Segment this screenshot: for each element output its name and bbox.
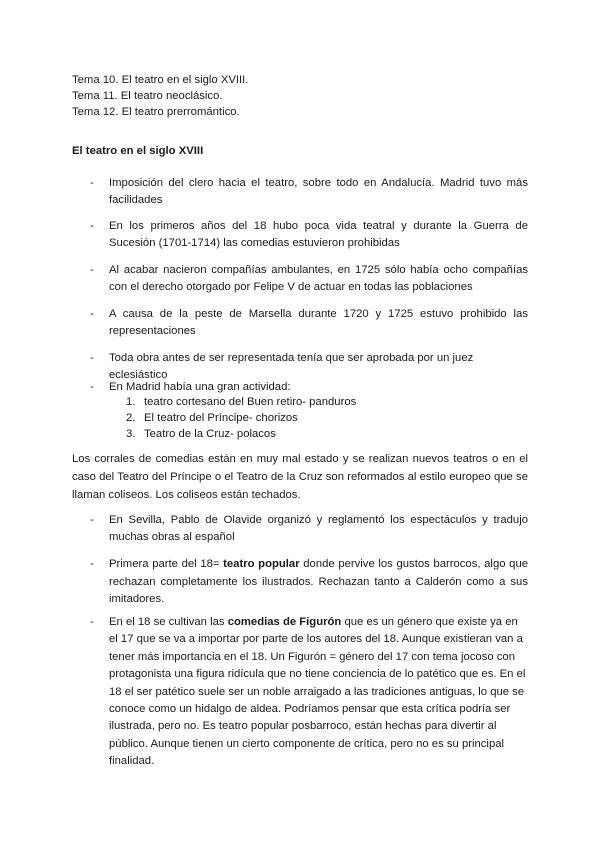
numbered-item: 2. El teatro del Príncipe- chorizos xyxy=(126,412,298,424)
topic-item: Tema 11. El teatro neoclásico. xyxy=(72,90,223,102)
bullet-text: Imposición del clero hacia el teatro, sobre todo en Andalucía. Madrid tuvo más facilidades xyxy=(109,177,528,206)
bullet-dash: - xyxy=(90,264,94,276)
bullet-text: En Sevilla, Pablo de Olavide organizó y reglamentó los espectáculos y tradujo muchas obras al español xyxy=(109,514,528,543)
bullet-dash: - xyxy=(90,220,94,232)
bullet-dash: - xyxy=(90,352,94,364)
topic-list xyxy=(72,72,248,120)
bullet-text: En los primeros años del 18 hubo poca vida teatral y durante la Guerra de Sucesión (1701-1714) las comedias estuvieron prohibidas xyxy=(109,220,528,249)
numbered-item: 3. Teatro de la Cruz- polacos xyxy=(126,428,276,440)
bullet-text: Primera parte del 18= teatro popular donde pervive los gustos barrocos, algo que rechazan completamente los ilustrados. Rechazan tanto a Calderón como a sus imitadores. xyxy=(109,558,529,605)
bullet-text: Toda obra antes de ser representada tenía que ser aprobada por un juez eclesiástico xyxy=(109,352,474,381)
bullet-dash: - xyxy=(90,616,94,628)
bullet-dash: - xyxy=(90,514,94,526)
bold-term: teatro popular xyxy=(223,558,300,570)
bullet-text: Al acabar nacieron compañías ambulantes, en 1725 sólo había ocho compañías con el derecho otorgado por Felipe V de actuar en todas las poblaciones xyxy=(109,264,528,293)
bullet-dash: - xyxy=(90,308,94,320)
madrid-theatre-list xyxy=(126,394,356,442)
topic-item: Tema 12. El teatro prerromántico. xyxy=(72,106,240,118)
bullet-dash: - xyxy=(90,381,94,393)
bullet-text: En Madrid había una gran actividad: xyxy=(109,381,291,393)
bullet-text: En el 18 se cultivan las comedias de Figurón que es un género que existe ya en el 17 que se va a importar por parte de los autores del 18. Aunque existieran van a tener más importancia en el 18. Un Figurón = género del 17 con tema jocoso con protagonista una figura ridícula que no tiene conciencia de lo patético que es. En el 18 el ser patético suele ser un noble arraigado a las tradiciones antiguas, lo que se conoce como un hidalgo de aldea. Podríamos pensar que esta crítica podría ser ilustrada, pero no. Es teatro popular posbarroco, están hechas para divertir al público. Aunque tienen un cierto componente de crítica, pero no es su principal finalidad. xyxy=(109,616,526,768)
bullet-dash: - xyxy=(90,558,94,570)
bullet-dash: - xyxy=(90,177,94,189)
bullet-text: A causa de la peste de Marsella durante 1720 y 1725 estuvo prohibido las representaciones xyxy=(109,308,528,337)
numbered-item: 1. teatro cortesano del Buen retiro- panduros xyxy=(126,396,357,408)
section-heading: El teatro en el siglo XVIII xyxy=(72,145,204,157)
body-paragraph: Los corrales de comedias están en muy mal estado y se realizan nuevos teatros o en el caso del Teatro del Príncipe o el Teatro de la Cruz son reformados al estilo europeo que se llaman coliseos. Los coliseos están techados. xyxy=(72,453,528,501)
bold-term: comedias de Figurón xyxy=(227,616,342,628)
topic-item: Tema 10. El teatro en el siglo XVIII. xyxy=(72,74,249,86)
